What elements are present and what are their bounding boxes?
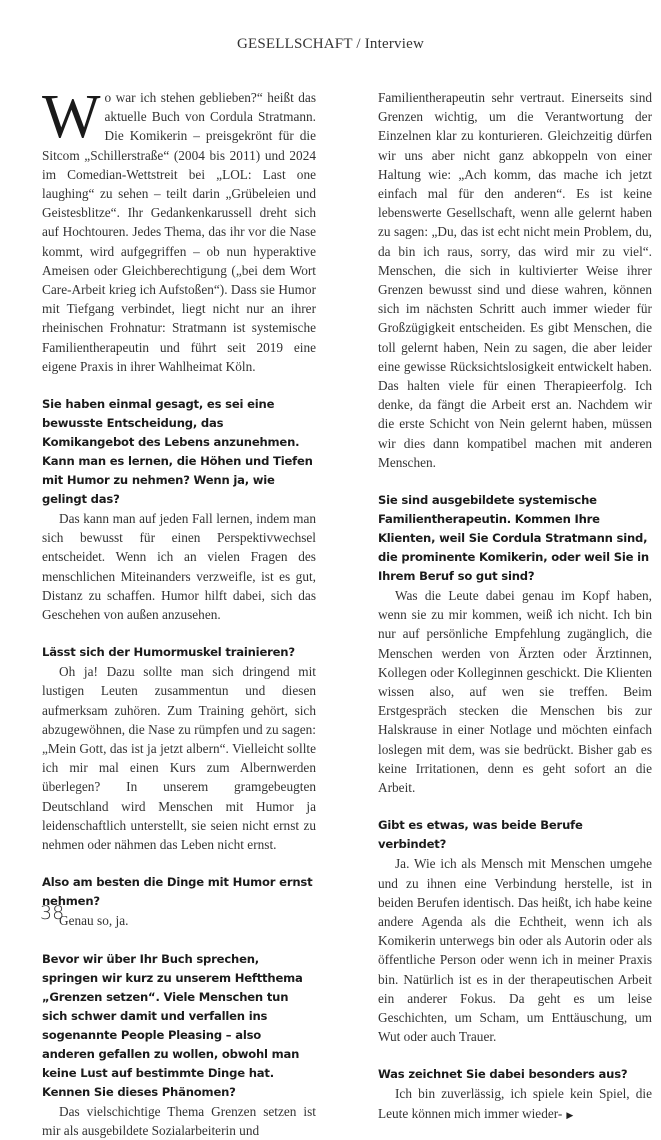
- question: Lässt sich der Humormuskel trainieren?: [42, 645, 295, 660]
- question: Sie haben einmal gesagt, es sei eine bewusste Entscheidung, das Komikangebot des Lebens anzunehmen. Kann man es lernen, die Höhen und Tiefen mit Humor zu nehmen? Wenn ja, wie gelingt das?: [42, 397, 313, 507]
- question: Bevor wir über Ihr Buch sprechen, springen wir kurz zu unserem Heftthema „Grenzen setzen“. Viele Menschen tun sich schwer damit und verfallen ins sogenannte People Pleasing – also anderen gefallen zu wollen, obwohl man keine Lust auf bestimmte Dinge hat. Kennen Sie dieses Phänomen?: [42, 951, 303, 1099]
- intro-paragraph: [42, 83, 316, 376]
- answer: Was die Leute dabei genau im Kopf haben, wenn sie zu mir kommen, weiß ich nicht. Ich bin nur auf persönliche Empfehlung zugänglich, die Menschen werden von Ärzten oder Ärztinnen, Kollegen oder Kolleginnen geschickt. Die Klienten wissen also, auf wen sie treffen. Beim Erstgespräch stecken die Menschen bis zur Halskrause in einer Notlage und möchten einfach loslegen mit dem, was sie bedrückt. Bisher gab es keine Irritationen, denn es geht sofort an die Arbeit.: [378, 588, 652, 796]
- drop-cap: W: [42, 83, 101, 151]
- answer: Ja. Wie ich als Mensch mit Menschen umgehe und zu ihnen eine Verbindung herstelle, ist in beiden Berufen identisch. Das heißt, ich habe keine andere Agenda als die Echtheit, wenn ich als Komikerin unterwegs bin oder als Autorin oder als öffentliche Person oder wenn ich in meiner Praxis bin. Natürlich ist es in der therapeutischen Arbeit ein anderer Fokus. Da geht es um leise Geschichten, um Scham, um Enttäuschung, um Wut oder auch Trauer.: [378, 856, 652, 1045]
- column-left: [42, 83, 316, 1140]
- answer: Das kann man auf jeden Fall lernen, indem man sich bewusst für einen Perspektivwechsel entscheidet. Wenn ich an vielen Fragen des menschlichen Miteinanders verzweifle, ist es gut, Distanz zu schaffen. Humor hilft dabei, sich das Geschehen von außen anzusehen.: [42, 511, 316, 623]
- intro-text: o war ich stehen geblieben?“ heißt das aktuelle Buch von Cordula Stratmann. Die Komikerin – preisgekrönt für die Sitcom „Schillerstraße“ (2004 bis 2011) und 2024 im Comedian-Wettstreit bei „LOL: Last one laughing“ zu sehen – teilt darin „Grübeleien und Geistesblitze“. Ihr Gedankenkarussell dreht sich auf Hochtouren. Jedes Thema, das ihr vor die Nase kommt, wird aufgegriffen – ob nun hyperaktive Ameisen oder Gleichberechtigung („bei dem Wort Care-Arbeit krieg ich Aufstoßen“). Dass sie Humor mit Tiefgang verbindet, liegt nicht nur an ihrer rheinischen Frohnatur: Stratmann ist systemische Familientherapeutin und führt seit 2019 eine eigene Praxis in ihrer Wahlheimat Köln.: [42, 90, 316, 374]
- question: Sie sind ausgebildete systemische Familientherapeutin. Kommen Ihre Klienten, weil Sie Cordula Stratmann sind, die prominente Komikerin, oder weil Sie in Ihrem Beruf so gut sind?: [378, 493, 649, 584]
- section-header: [0, 36, 661, 53]
- question: Gibt es etwas, was beide Berufe verbindet?: [378, 818, 583, 852]
- answer-text: Ich bin zuverlässig, ich spiele kein Spiel, die Leute können mich immer wieder-: [378, 1086, 652, 1121]
- subsection-name: Interview: [364, 36, 425, 52]
- answer: Das vielschichtige Thema Grenzen setzen ist mir als ausgebildete Sozialarbeiterin und: [42, 1103, 316, 1138]
- column-right: [378, 88, 652, 1125]
- page-number: 38: [40, 902, 65, 924]
- question: Was zeichnet Sie dabei besonders aus?: [378, 1067, 628, 1082]
- header-separator: /: [352, 36, 365, 52]
- answer-continued: Familientherapeutin sehr vertraut. Einerseits sind Grenzen wichtig, um die Verantwortung der Einzelnen klar zu konturieren. Gleichzeitig dürfen wir uns aber nicht ganz abkoppeln von einer Haltung wie: „Ach komm, das mache ich jetzt einfach mal für den anderen“. Es ist keine lebenswerte Gesellschaft, wenn alle gelernt haben zu sagen: „Du, das ist echt nicht mein Problem, du, da bin ich raus, sorry, das wird mir zu viel“. Menschen, die sich in kultivierter Weise ihrer Grenzen bewusst sind und diese wahren, können sich im nächsten Schritt auch immer wieder für Großzügigkeit entscheiden. Es gibt Menschen, die toll gelernt haben, Nein zu sagen, die aber leider eine gewisse Rücksichtslosigkeit entwickelt haben. Das halten viele für einen Therapieerfolg. Ich denke, da fängt die Arbeit erst an. Nachdem wir die erste Schicht von Nein gelernt haben, müssen wir dies dann kompatibel machen mit anderen Menschen.: [378, 90, 652, 470]
- question: Also am besten die Dinge mit Humor ernst nehmen?: [42, 875, 313, 909]
- continue-arrow-icon: ▶: [566, 1109, 574, 1120]
- answer: Genau so, ja.: [59, 913, 129, 929]
- section-name: GESELLSCHAFT: [236, 36, 353, 52]
- answer: Oh ja! Dazu sollte man sich dringend mit lustigen Leuten zusammentun und diesen aufmerksam zuhören. Zum Training gehört, sich abzugewöhnen, die Nase zu rümpfen und zu sagen: „Mein Gott, das ist ja jetzt albern“. Vielleicht sollte ich mir mal einen Kurs zum Albernwerden überlegen? In unserem gramgebeugten Deutschland wird Menschen mit Humor ja leidenschaftlich unterstellt, sie seien nicht ernst zu nehmen oder nähmen das Leben nicht ernst.: [42, 664, 316, 853]
- answer: [378, 1084, 652, 1124]
